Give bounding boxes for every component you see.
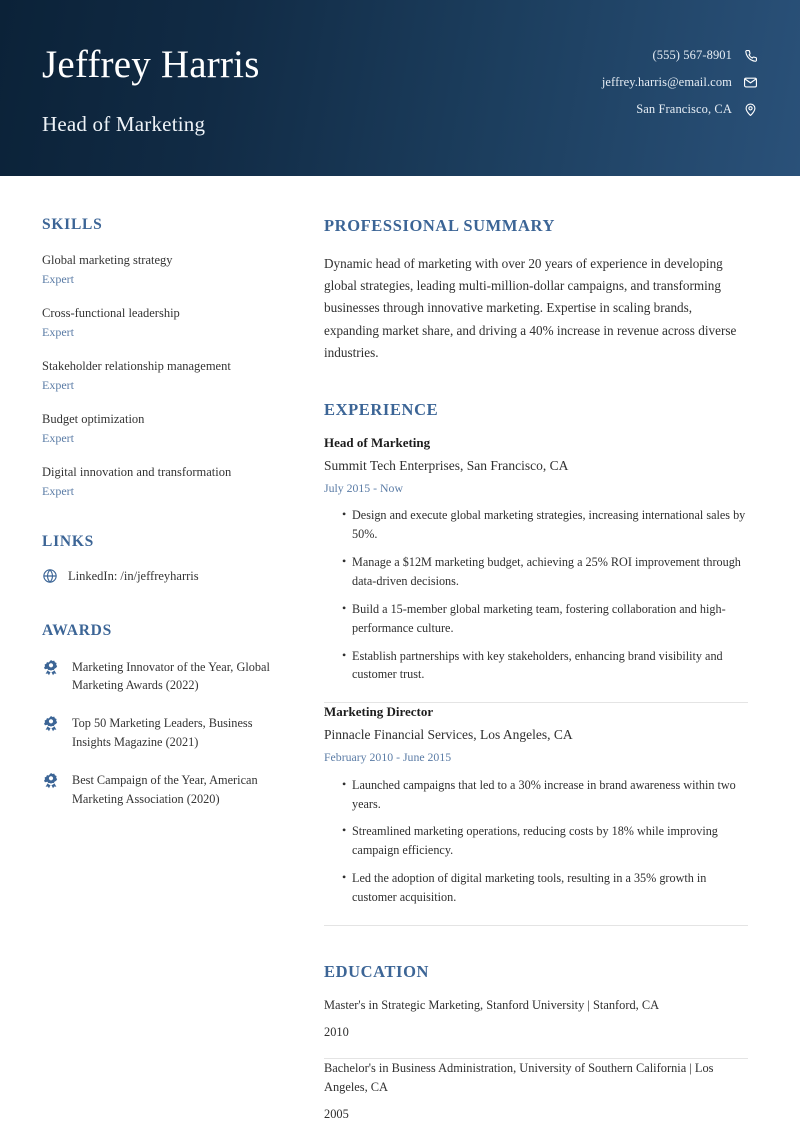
skill-name: Cross-functional leadership: [42, 306, 180, 321]
skill-level: Expert: [42, 378, 74, 392]
skill-name: Digital innovation and transformation: [42, 465, 232, 480]
contact-location-value: San Francisco, CA: [636, 102, 732, 117]
section-links: [42, 533, 294, 584]
award-medal-icon: [42, 659, 60, 677]
identity-block: [42, 0, 260, 137]
experience-list: [324, 434, 748, 926]
experience-item: [324, 434, 748, 703]
award-item: [42, 658, 294, 695]
skill-level: Expert: [42, 271, 74, 286]
award-item: [42, 714, 294, 751]
experience-bullet: • Design and execute global marketing strategies, increasing international sales by 50%.: [342, 506, 748, 544]
education-year: 2010: [324, 1025, 349, 1040]
link-item-linkedin[interactable]: [42, 568, 294, 584]
skill-item: [42, 464, 294, 499]
experience-bullets: [324, 776, 748, 907]
contact-location[interactable]: [636, 102, 758, 117]
experience-dates: February 2010 - June 2015: [324, 750, 452, 765]
experience-role: Head of Marketing: [324, 434, 431, 450]
awards-list: [42, 658, 294, 809]
experience-bullet: • Led the adoption of digital marketing tools, resulting in a 35% growth in customer acquisition.: [342, 869, 748, 907]
experience-company: Summit Tech Enterprises, San Francisco, CA: [324, 457, 569, 473]
experience-bullets: [324, 506, 748, 684]
award-text: Top 50 Marketing Leaders, Business Insights Magazine (2021): [72, 716, 253, 749]
skills-heading: SKILLS: [42, 216, 103, 233]
skill-level: Expert: [42, 484, 74, 499]
phone-icon: [743, 48, 758, 63]
experience-heading: EXPERIENCE: [324, 399, 439, 419]
skill-item: [42, 252, 294, 287]
summary-text: Dynamic head of marketing with over 20 years of experience in developing global strategies, leading multi-million-dollar campaigns, and transforming businesses through innovative marketing. Expertise in scaling brands, expanding market share, and driving a 40% increase in revenue across diverse industries.: [324, 256, 737, 360]
experience-bullet: • Build a 15-member global marketing team, fostering collaboration and high-performance culture.: [342, 600, 748, 638]
experience-company: Pinnacle Financial Services, Los Angeles, CA: [324, 727, 573, 743]
links-list: [42, 568, 294, 584]
section-experience: [324, 400, 748, 926]
experience-bullet: • Streamlined marketing operations, reducing costs by 18% while improving campaign efficiency.: [342, 822, 748, 860]
section-skills: [42, 216, 294, 499]
award-item: [42, 771, 294, 808]
skill-item: [42, 358, 294, 393]
contact-email[interactable]: [602, 75, 758, 90]
award-medal-icon: [42, 772, 60, 790]
education-degree: Bachelor's in Business Administration, University of Southern California | Los Angeles, CA: [324, 1060, 714, 1094]
candidate-job-title: Head of Marketing: [42, 111, 206, 136]
experience-role: Marketing Director: [324, 704, 434, 720]
education-year: 2005: [324, 1107, 349, 1122]
skill-item: [42, 411, 294, 446]
link-label: LinkedIn: /in/jeffreyharris: [68, 569, 199, 584]
award-medal-icon: [42, 715, 60, 733]
awards-heading: AWARDS: [42, 621, 112, 639]
skill-name: Stakeholder relationship management: [42, 359, 231, 374]
experience-bullet: • Establish partnerships with key stakeholders, enhancing brand visibility and customer trust.: [342, 647, 748, 685]
experience-bullet: • Launched campaigns that led to a 30% increase in brand awareness within two years.: [342, 776, 748, 814]
resume-header: [0, 0, 800, 176]
resume-body: [0, 176, 800, 1131]
experience-bullet: • Manage a $12M marketing budget, achieving a 25% ROI improvement through data-driven decisions.: [342, 553, 748, 591]
skill-level: Expert: [42, 324, 74, 339]
skill-name: Global marketing strategy: [42, 253, 173, 267]
divider: [324, 925, 748, 926]
education-degree: Master's in Strategic Marketing, Stanford University | Stanford, CA: [324, 998, 660, 1013]
map-pin-icon: [743, 102, 758, 117]
experience-dates: July 2015 - Now: [324, 480, 403, 495]
education-heading: EDUCATION: [324, 962, 430, 982]
sidebar-column: [42, 216, 294, 808]
skill-level: Expert: [42, 431, 74, 446]
links-heading: LINKS: [42, 533, 94, 551]
globe-icon: [42, 568, 58, 584]
section-education: [324, 962, 748, 1131]
envelope-icon: [743, 75, 758, 90]
section-awards: [42, 622, 294, 809]
section-professional-summary: [324, 216, 748, 364]
summary-heading: PROFESSIONAL SUMMARY: [324, 216, 555, 235]
contact-phone-value: (555) 567-8901: [652, 48, 732, 63]
skill-item: [42, 305, 294, 340]
contact-email-value: jeffrey.harris@email.com: [601, 75, 732, 90]
education-item: [324, 996, 748, 1058]
award-text: Marketing Innovator of the Year, Global Marketing Awards (2022): [72, 659, 270, 692]
experience-item: [324, 703, 748, 925]
contact-block: [602, 0, 758, 117]
contact-phone[interactable]: [652, 48, 758, 63]
award-text: Best Campaign of the Year, American Marketing Association (2020): [72, 773, 258, 806]
education-list: [324, 996, 748, 1131]
education-item: [324, 1059, 748, 1131]
skill-name: Budget optimization: [42, 412, 145, 427]
candidate-name: Jeffrey Harris: [42, 43, 260, 86]
main-column: [324, 216, 748, 1131]
skills-list: [42, 252, 294, 499]
